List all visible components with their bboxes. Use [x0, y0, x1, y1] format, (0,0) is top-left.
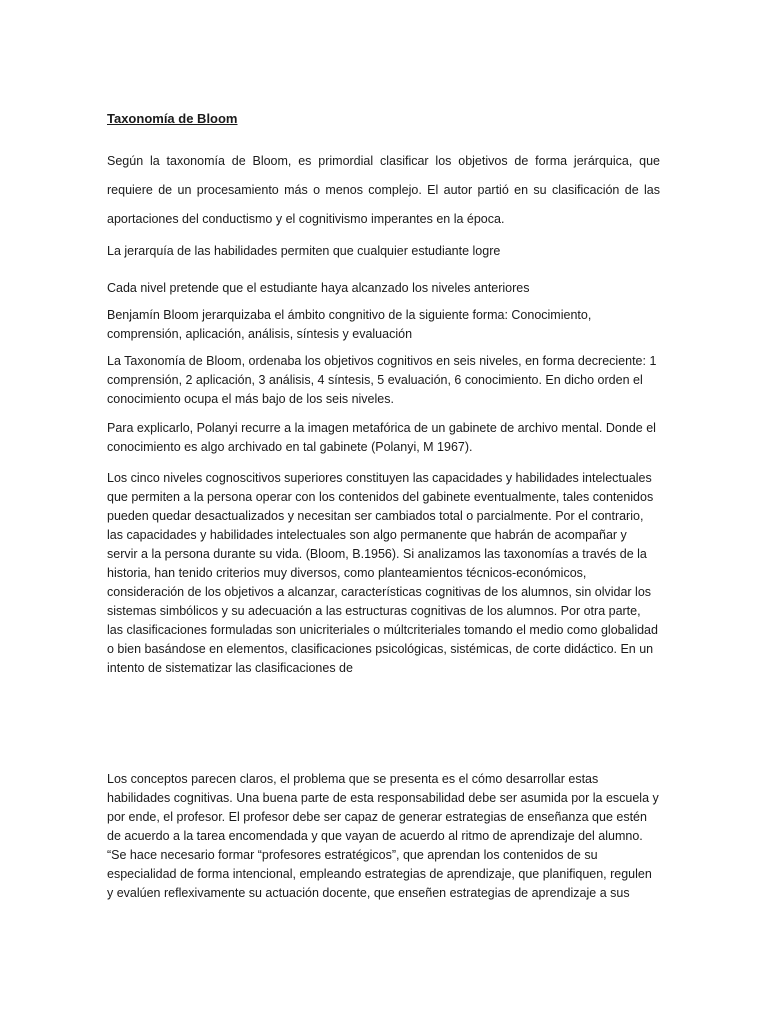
paragraph-nivel: Cada nivel pretende que el estudiante haya alcanzado los niveles anteriores [107, 281, 530, 295]
paragraph-taxonomia: La Taxonomía de Bloom, ordenaba los objetivos cognitivos en seis niveles, en forma decreciente: 1 comprensión, 2 aplicación, 3 análisis, 4 síntesis, 5 evaluación, 6 conocimiento. En dicho orden el conocimiento ocupa el más bajo de los seis niveles. [107, 354, 657, 406]
paragraph-intro: Según la taxonomía de Bloom, es primordial clasificar los objetivos de forma jerárquica, que requiere de un procesamiento más o menos complejo. El autor partió en su clasificación de las aportaciones del conductismo y el cognitivismo imperantes en la época. [107, 154, 660, 226]
paragraph-polanyi: Para explicarlo, Polanyi recurre a la imagen metafórica de un gabinete de archivo mental. Donde el conocimiento es algo archivado en tal gabinete (Polanyi, M 1967). [107, 421, 656, 454]
paragraph-jerarquia: La jerarquía de las habilidades permiten que cualquier estudiante logre [107, 244, 501, 258]
paragraph-niveles: Los cinco niveles cognoscitivos superiores constituyen las capacidades y habilidades intelectuales que permiten a la persona operar con los contenidos del gabinete eventualmente, tales contenidos pueden quedar desactualizados y necesitan ser cambiados total o parcialmente. Por el contrario, las capacidades y habilidades intelectuales son algo permanente que habrán de acompañar y servir a la persona durante su vida. (Bloom, B.1956). Si analizamos las taxonomías a través de la historia, han tenido criterios muy diversos, como planteamientos técnicos-económicos, consideración de los objetivos a alcanzar, características cognitivas de los alumnos, sin olvidar los sistemas simbólicos y su adecuación a las estructuras cognitivas de los alumnos. Por otra parte, las clasificaciones formuladas son unicriteriales o múltcriteriales tomando el medio como globalidad o bien basándose en elementos, clasificaciones psicológicas, sistémicas, de corte didáctico. En un intento de sistematizar las clasificaciones de [107, 471, 658, 675]
paragraph-bloom-ambito: Benjamín Bloom jerarquizaba el ámbito congnitivo de la siguiente forma: Conocimiento, comprensión, aplicación, análisis, síntesis y evaluación [107, 308, 592, 341]
paragraph-conceptos: Los conceptos parecen claros, el problema que se presenta es el cómo desarrollar estas habilidades cognitivas. Una buena parte de esta responsabilidad debe ser asumida por la escuela y por ende, el profesor. El profesor debe ser capaz de generar estrategias de enseñanza que estén de acuerdo a la tarea encomendada y que vayan de acuerdo al ritmo de aprendizaje del alumno. “Se hace necesario formar “profesores estratégicos”, que aprendan los contenidos de su especialidad de forma intencional, empleando estrategias de aprendizaje, que planifiquen, regulen y evalúen reflexivamente su actuación docente, que enseñen estrategias de aprendizaje a sus [107, 772, 659, 900]
document-title: Taxonomía de Bloom [107, 111, 238, 126]
